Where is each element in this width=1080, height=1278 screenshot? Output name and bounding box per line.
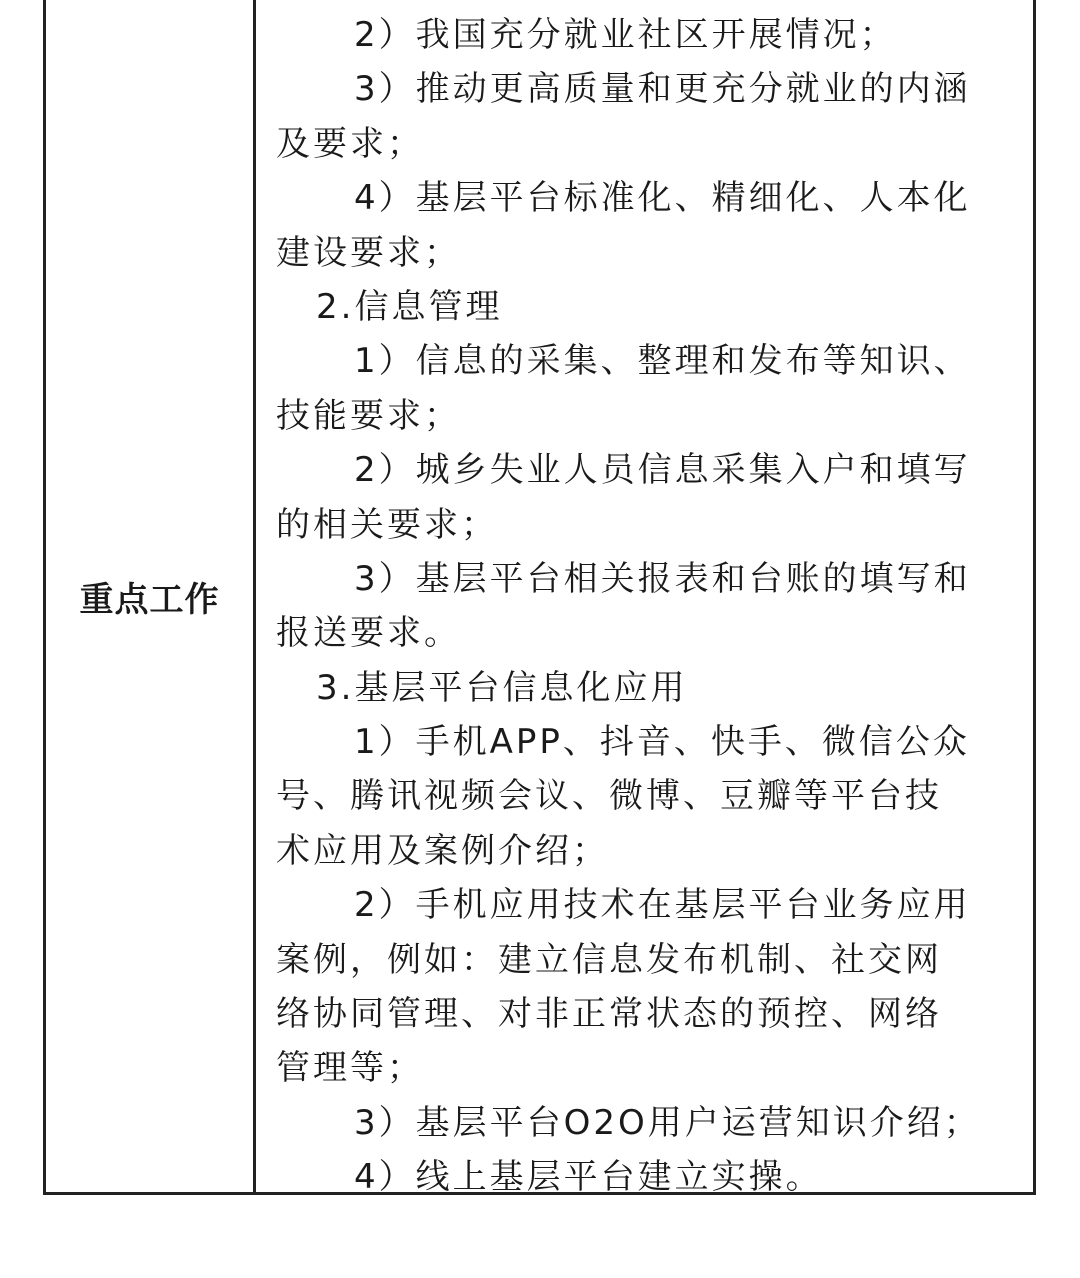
content-line: 管理等； xyxy=(276,1048,424,1089)
content-line: 4）线上基层平台建立实操。 xyxy=(354,1157,823,1198)
curriculum-table xyxy=(43,0,1036,1198)
content-line: 3.基层平台信息化应用 xyxy=(316,667,688,708)
column-divider xyxy=(253,0,256,1192)
content-line: 及要求； xyxy=(276,123,424,164)
content-line: 案例，例如：建立信息发布机制、社交网 xyxy=(276,939,942,980)
content-line: 的相关要求； xyxy=(276,504,498,545)
content-line: 报送要求。 xyxy=(276,613,461,654)
content-line: 术应用及案例介绍； xyxy=(276,830,609,871)
content-line: 2）我国充分就业社区开展情况； xyxy=(354,15,897,55)
content-line: 2）手机应用技术在基层平台业务应用 xyxy=(354,885,971,926)
content-line: 1）信息的采集、整理和发布等知识、 xyxy=(354,341,971,382)
content-line: 络协同管理、对非正常状态的预控、网络 xyxy=(276,994,942,1035)
content-cell xyxy=(276,8,1021,1205)
content-line: 2.信息管理 xyxy=(316,286,503,327)
content-line: 3）推动更高质量和更充分就业的内涵 xyxy=(354,69,971,110)
content-line: 号、腾讯视频会议、微博、豆瓣等平台技 xyxy=(276,776,942,817)
label-cell xyxy=(46,0,253,1192)
content-line: 3）基层平台相关报表和台账的填写和 xyxy=(354,558,971,599)
content-line: 1）手机APP、抖音、快手、微信公众 xyxy=(354,722,970,763)
content-line: 技能要求； xyxy=(276,395,461,436)
content-line: 4）基层平台标准化、精细化、人本化 xyxy=(354,178,971,219)
content-line: 建设要求； xyxy=(276,232,461,273)
row-label: 重点工作 xyxy=(79,579,220,620)
content-line: 2）城乡失业人员信息采集入户和填写 xyxy=(354,450,971,491)
content-line: 3）基层平台O2O用户运营知识介绍； xyxy=(354,1102,981,1143)
